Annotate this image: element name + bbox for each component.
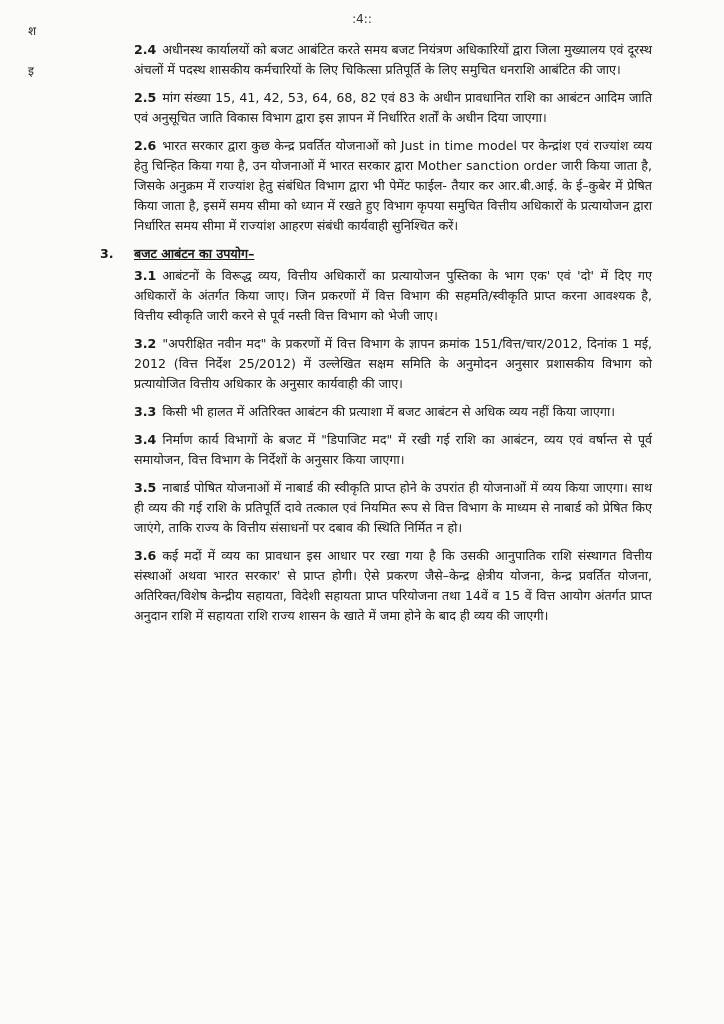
paragraph-number: 2.5 bbox=[134, 90, 157, 105]
paragraph-text: मांग संख्या 15, 41, 42, 53, 64, 68, 82 एवं 83 के अधीन प्रावधानित राशि का आबंटन आदिम जाति एवं अनुसूचित जाति विकास विभाग द्वारा इस ज्ञापन में निर्धारित शर्तों के अधीन दिया जाएगा। bbox=[134, 90, 652, 125]
paragraph-2-6 bbox=[134, 136, 652, 236]
paragraph-text: किसी भी हालत में अतिरिक्त आबंटन की प्रत्याशा में बजट आबंटन से अधिक व्यय नहीं किया जाएगा। bbox=[162, 404, 616, 419]
paragraph-number: 2.4 bbox=[134, 42, 157, 57]
paragraph-number: 3.6 bbox=[134, 548, 157, 563]
paragraph-2-4 bbox=[134, 40, 652, 80]
paragraph-number: 3.1 bbox=[134, 268, 157, 283]
document-body bbox=[100, 40, 652, 634]
paragraph-3-3 bbox=[134, 402, 652, 422]
page-number: :4:: bbox=[352, 12, 372, 26]
margin-mark-bottom: इ bbox=[28, 64, 34, 78]
paragraph-text: निर्माण कार्य विभागों के बजट में "डिपाजिट मद" में रखी गई राशि का आबंटन, व्यय एवं वर्षान्त से पूर्व समायोजन, वित्त विभाग के निर्देशों के अनुसार किया जाएगा। bbox=[134, 432, 652, 467]
paragraph-number: 3.4 bbox=[134, 432, 157, 447]
paragraph-3-2 bbox=[134, 334, 652, 394]
paragraph-2-5 bbox=[134, 88, 652, 128]
section-title: बजट आबंटन का उपयोग– bbox=[134, 246, 255, 261]
paragraph-3-1 bbox=[134, 266, 652, 326]
paragraph-text: आबंटनों के विरूद्ध व्यय, वित्तीय अधिकारों का प्रत्यायोजन पुस्तिका के भाग एक' एवं 'दो' में दिए गए अधिकारों के अंतर्गत किया जाए। जिन प्रकरणों में वित्त विभाग की सहमति/स्वीकृति प्राप्त करना आवश्यक है, वित्तीय स्वीकृति जारी करने से पूर्व नस्ती वित्त विभाग को भेजी जाए। bbox=[134, 268, 652, 323]
paragraph-3-5 bbox=[134, 478, 652, 538]
paragraph-text: "अपरीक्षित नवीन मद" के प्रकरणों में वित्त विभाग के ज्ञापन क्रमांक 151/वित्त/चार/2012, दिनांक 1 मई, 2012 (वित्त निर्देश 25/2012) में उल्लेखित सक्षम समिति के अनुमोदन अनुसार प्रशासकीय विभाग को प्रत्यायोजित वित्तीय अधिकार के अनुसार कार्यवाही की जाए। bbox=[134, 336, 652, 391]
paragraph-text: अधीनस्थ कार्यालयों को बजट आबंटित करते समय बजट नियंत्रण अधिकारियों द्वारा जिला मुख्यालय एवं दूरस्थ अंचलों में पदस्थ शासकीय कर्मचारियों के लिए चिकित्सा प्रतिपूर्ति के लिए समुचित धनराशि आबंटित की जाए। bbox=[134, 42, 652, 77]
paragraph-text: कई मदों में व्यय का प्रावधान इस आधार पर रखा गया है कि उसकी आनुपातिक राशि संस्थागत वित्तीय संस्थाओं अथवा भारत सरकार' से प्राप्त होगी। ऐसे प्रकरण जैसे–केन्द्र क्षेत्रीय योजना, केन्द्र प्रवर्तित योजना, अतिरिक्त/विशेष केन्द्रीय सहायता, विदेशी सहायता प्राप्त परियोजना तथा 14वें व 15 वें वित्त आयोग अंतर्गत प्राप्त अनुदान राशि में सहायता राशि राज्य शासन के खाते में जमा होने के बाद ही व्यय की जाएगी। bbox=[134, 548, 652, 623]
paragraph-3-4 bbox=[134, 430, 652, 470]
paragraph-number: 3.2 bbox=[134, 336, 157, 351]
section-heading bbox=[100, 244, 652, 264]
paragraph-number: 2.6 bbox=[134, 138, 157, 153]
paragraph-number: 3.3 bbox=[134, 404, 157, 419]
margin-mark-top: श bbox=[28, 24, 37, 38]
paragraph-text: नाबार्ड पोषित योजनाओं में नाबार्ड की स्वीकृति प्राप्त होने के उपरांत ही योजनाओं में व्यय किया जाएगा। साथ ही व्यय की गई राशि के प्रतिपूर्ति दावे तत्काल एवं नियमित रूप से वित्त विभाग के माध्यम से नाबार्ड को प्रेषित किए जाएंगे, ताकि राज्य के वित्तीय संसाधनों पर दबाव की स्थिति निर्मित न हो। bbox=[134, 480, 652, 535]
section-number: 3. bbox=[100, 246, 114, 261]
paragraph-3-6 bbox=[134, 546, 652, 626]
paragraph-text: भारत सरकार द्वारा कुछ केन्द्र प्रवर्तित योजनाओं को Just in time model पर केन्द्रांश एवं राज्यांश व्यय हेतु चिन्हित किया गया है, उन योजनाओं में भारत सरकार द्वारा Mother sanction order जारी किया जाता है, जिसके अनुक्रम में राज्यांश हेतु संबंधित विभाग द्वारा भी पेमेंट फाईल- तैयार कर आर.बी.आई. के ई–कुबेर में प्रेषित किया जाता है, इसमें समय सीमा को ध्यान में रखते हुए विभाग कृपया समुचित वित्तीय अधिकारों के प्रत्यायोजन द्वारा निर्धारित समय सीमा में राज्यांश आहरण संबंधी कार्यवाही सुनिश्चित करें। bbox=[134, 138, 652, 233]
paragraph-number: 3.5 bbox=[134, 480, 157, 495]
